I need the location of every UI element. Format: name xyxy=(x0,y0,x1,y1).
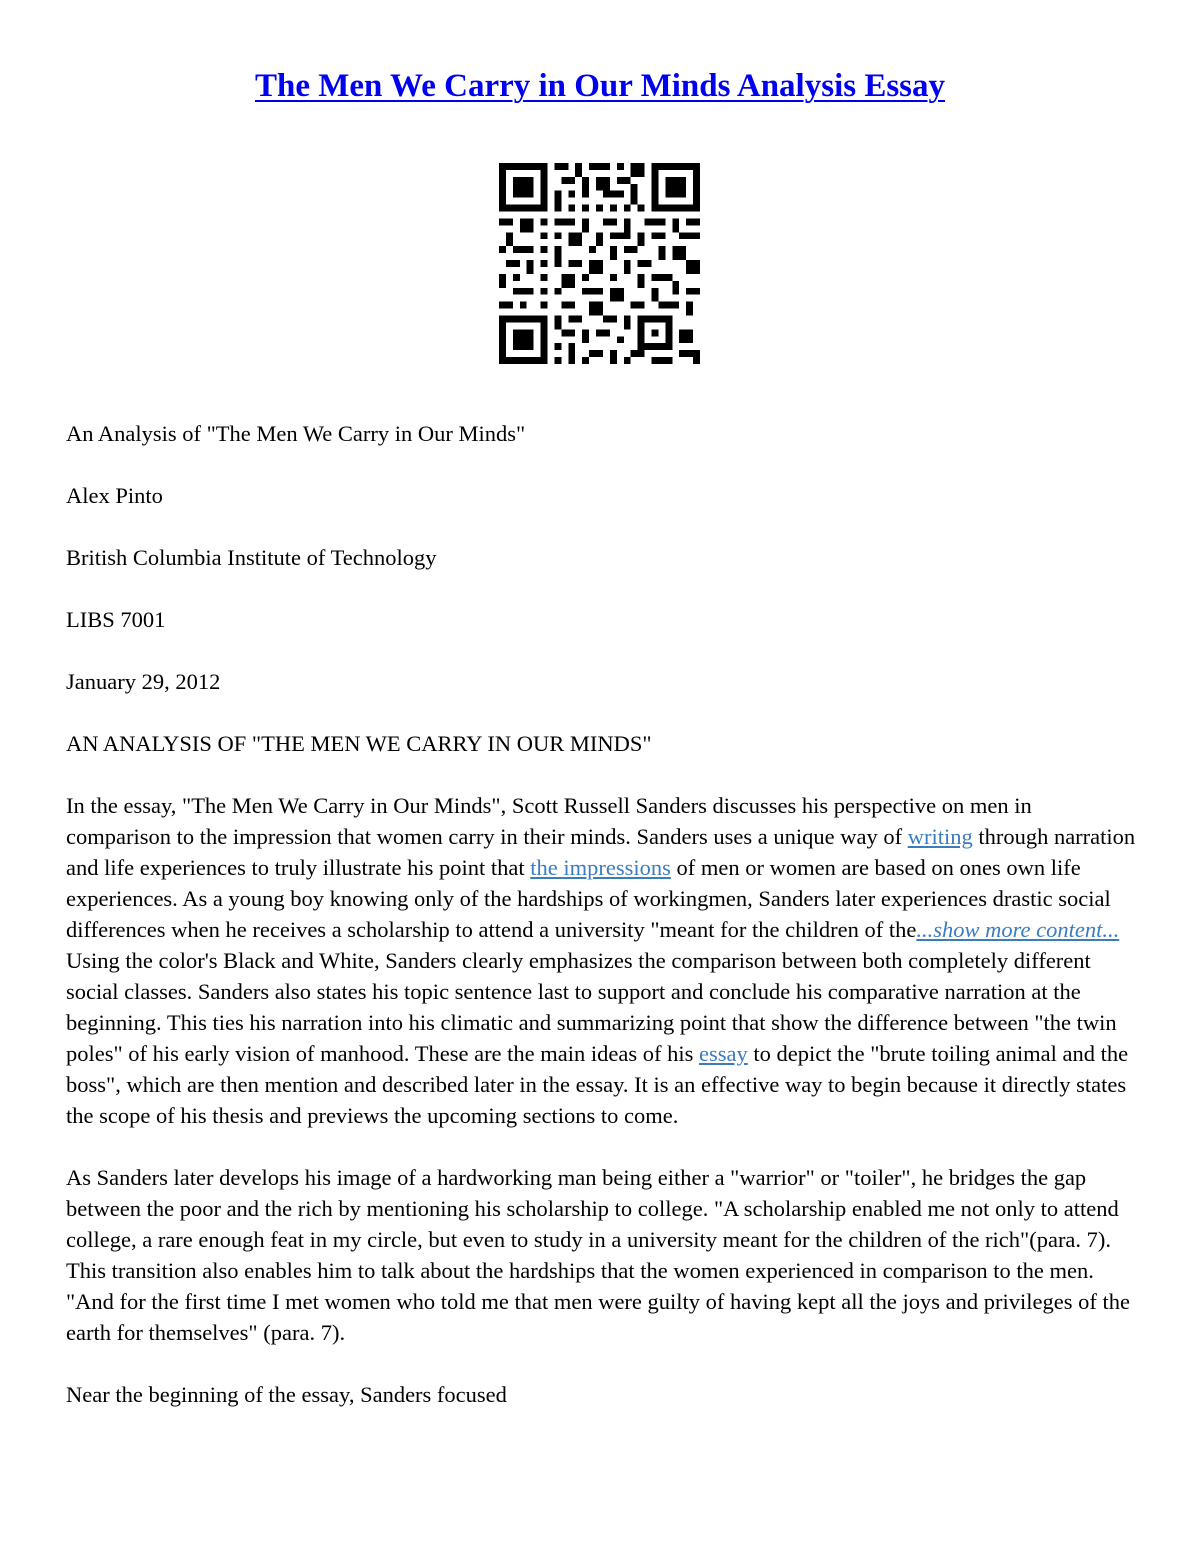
paragraph-text: Using the color's Black and White, Sanders clearly emphasizes the comparison between both completely different social classes. Sanders also states his topic sentence last to support and conclude his comparative narration at the beginning. This ties his narration into his climatic and summarizing point that show the difference between "the twin poles" of his early vision of manhood. These are the main ideas of his xyxy=(66,948,1117,1066)
essay-body xyxy=(66,418,1136,1410)
essay-title-caps: AN ANALYSIS OF "THE MEN WE CARRY IN OUR MINDS" xyxy=(66,731,652,756)
institution-name: British Columbia Institute of Technology xyxy=(66,545,437,570)
course-code: LIBS 7001 xyxy=(66,607,166,632)
show-more-link[interactable]: ...show more content... xyxy=(916,917,1120,942)
paragraph-text: through narration and life experiences to truly illustrate his point that xyxy=(66,824,1136,880)
link-essay[interactable]: essay xyxy=(699,1041,748,1066)
page-title xyxy=(0,64,1200,108)
paragraph-text: to depict the "brute toiling animal and the boss", which are then mention and described later in the essay. It is an effective way to begin because it directly states the scope of his thesis and previews the upcoming sections to come. xyxy=(66,1041,1129,1128)
link-the-impressions[interactable]: the impressions xyxy=(530,855,671,880)
author-name: Alex Pinto xyxy=(66,483,163,508)
qr-code-icon xyxy=(499,163,700,364)
link-writing[interactable]: writing xyxy=(907,824,973,849)
paragraph-3: As Sanders later develops his image of a hardworking man being either a "warrior" or "toiler", he bridges the gap between the poor and the rich by mentioning his scholarship to college. "A scholarship enabled me not only to attend college, a rare enough feat in my circle, but even to study in a university meant for the children of the rich"(para. 7). This transition also enables him to talk about the hardships that the women experienced in comparison to the men. "And for the first time I met women who told me that men were guilty of having kept all the joys and privileges of the earth for themselves" (para. 7). xyxy=(66,1165,1130,1345)
essay-heading: An Analysis of "The Men We Carry in Our Minds" xyxy=(66,421,526,446)
paragraph-text: of men or women are based on ones own life experiences. As a young boy knowing only of the hardships of workingmen, Sanders later experiences drastic social differences when he receives a scholarship to attend a university "meant for the children of the xyxy=(66,855,1111,942)
essay-date: January 29, 2012 xyxy=(66,669,221,694)
title-link[interactable]: The Men We Carry in Our Minds Analysis Essay xyxy=(254,68,946,104)
paragraph-2 xyxy=(66,945,1136,1131)
paragraph-4: Near the beginning of the essay, Sanders focused xyxy=(66,1382,507,1407)
paragraph-1 xyxy=(66,790,1136,945)
paragraph-text: In the essay, "The Men We Carry in Our Minds", Scott Russell Sanders discusses his perspective on men in comparison to the impression that women carry in their minds. Sanders uses a unique way of xyxy=(66,793,1032,849)
